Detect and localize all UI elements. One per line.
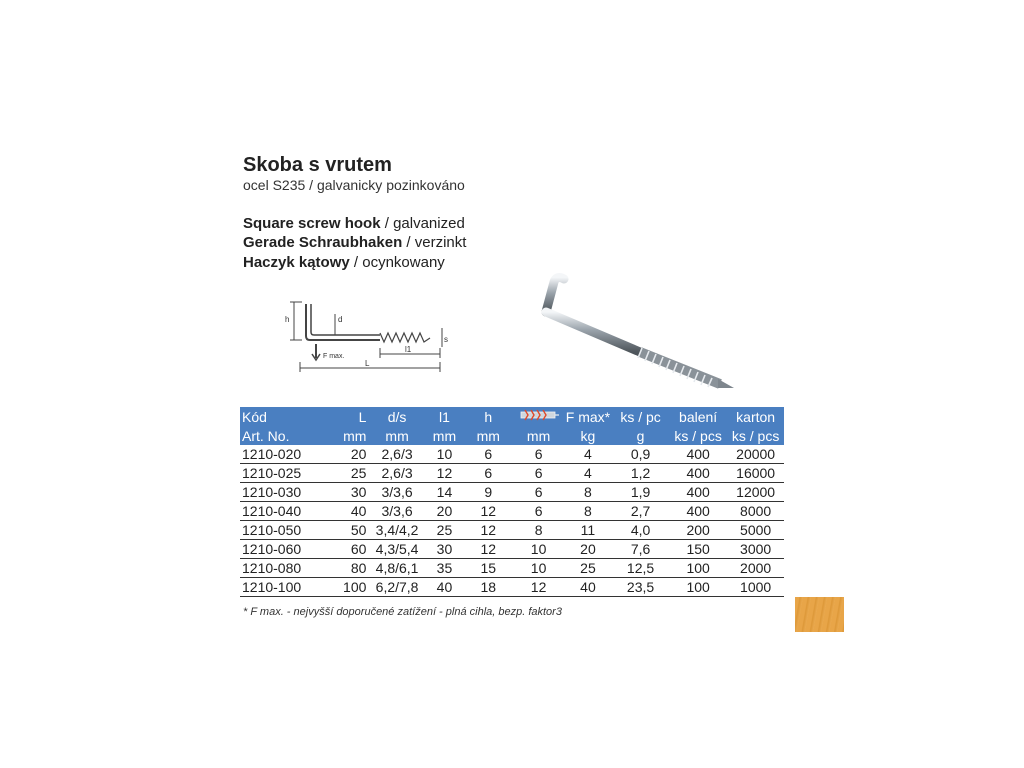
table-row [240,445,784,464]
name-polish [243,254,445,271]
cell-carton: 1000 [727,578,784,597]
dim-label-l1: l1 [405,345,412,354]
cell-code: 1210-040 [240,502,325,521]
cell-carton: 2000 [727,559,784,578]
cell-fmax: 4 [564,464,612,483]
col-header-ds: d/s [368,407,425,426]
table-row [240,559,784,578]
cell-carton: 20000 [727,445,784,464]
cell-h: 15 [463,559,513,578]
cell-dowel: 6 [513,445,563,464]
name-english-bold: Square screw hook [243,215,381,232]
cell-package: 400 [669,445,727,464]
cell-carton: 16000 [727,464,784,483]
cell-package: 100 [669,578,727,597]
cell-weight: 12,5 [612,559,669,578]
cell-l1: 35 [426,559,463,578]
cell-dowel: 10 [513,540,563,559]
cell-fmax: 8 [564,483,612,502]
cell-code: 1210-080 [240,559,325,578]
dowel-icon [519,408,559,422]
cell-L: 30 [325,483,369,502]
col-unit-L: mm [325,426,369,445]
cell-code: 1210-030 [240,483,325,502]
cell-h: 6 [463,464,513,483]
cell-weight: 1,2 [612,464,669,483]
cell-code: 1210-100 [240,578,325,597]
cell-h: 6 [463,445,513,464]
col-header-fmax: F max* [565,408,611,425]
name-english-rest: / galvanized [380,215,465,232]
table-row [240,521,784,540]
col-unit-carton: ks / pcs [727,426,784,445]
dim-label-L: L [365,359,370,368]
cell-fmax: 40 [564,578,612,597]
table-row [240,578,784,597]
table-row [240,540,784,559]
cell-l1: 30 [426,540,463,559]
col-unit-ds: mm [368,426,425,445]
cell-dowel: 6 [513,483,563,502]
cell-weight: 1,9 [612,483,669,502]
cell-dowel: 6 [513,502,563,521]
cell-package: 150 [669,540,727,559]
name-polish-bold: Haczyk kątowy [243,254,350,271]
table-row [240,502,784,521]
cell-ds: 3/3,6 [368,483,425,502]
cell-package: 400 [669,464,727,483]
col-header-h: h [463,407,513,426]
cell-dowel: 8 [513,521,563,540]
product-title: Skoba s vrutem [243,154,392,176]
cell-dowel: 12 [513,578,563,597]
col-header-carton: karton [727,407,784,426]
dim-label-h: h [285,315,290,324]
cell-fmax: 25 [564,559,612,578]
cell-weight: 7,6 [612,540,669,559]
name-english [243,215,465,232]
cell-fmax: 11 [564,521,612,540]
col-unit-h: mm [463,426,513,445]
cell-fmax: 4 [564,445,612,464]
cell-weight: 4,0 [612,521,669,540]
cell-L: 40 [325,502,369,521]
dim-label-fmax: F max. [323,353,345,360]
cell-l1: 20 [426,502,463,521]
col-header-L: L [325,407,369,426]
cell-h: 18 [463,578,513,597]
cell-carton: 8000 [727,502,784,521]
col-header-weight: ks / pc [612,407,669,426]
cell-ds: 2,6/3 [368,464,425,483]
col-unit-code: Art. No. [240,426,325,445]
cell-code: 1210-025 [240,464,325,483]
table-row [240,483,784,502]
table-units-row [240,426,784,445]
technical-drawing [280,292,450,377]
cell-package: 400 [669,502,727,521]
col-header-l1: l1 [426,407,463,426]
cell-carton: 3000 [727,540,784,559]
name-german-bold: Gerade Schraubhaken [243,234,403,251]
footnote: * F max. - nejvyšší doporučené zatížení - plná cihla, bezp. faktor3 [243,606,562,618]
cell-ds: 4,3/5,4 [368,540,425,559]
col-unit-fmax: kg [564,426,612,445]
col-unit-weight: g [612,426,669,445]
cell-code: 1210-020 [240,445,325,464]
cell-carton: 5000 [727,521,784,540]
cell-L: 25 [325,464,369,483]
cell-L: 60 [325,540,369,559]
table-body [240,445,784,597]
cell-h: 12 [463,521,513,540]
cell-package: 100 [669,559,727,578]
cell-h: 12 [463,502,513,521]
cell-L: 20 [325,445,369,464]
cell-code: 1210-060 [240,540,325,559]
cell-l1: 12 [426,464,463,483]
dim-label-d: d [338,315,343,324]
cell-ds: 4,8/6,1 [368,559,425,578]
cell-l1: 40 [426,578,463,597]
col-unit-l1: mm [426,426,463,445]
product-photo [520,268,750,398]
cell-L: 50 [325,521,369,540]
cell-weight: 2,7 [612,502,669,521]
wood-material-swatch [795,597,844,632]
dim-label-s: s [444,335,448,344]
col-unit-package: ks / pcs [669,426,727,445]
cell-fmax: 8 [564,502,612,521]
product-subtitle: ocel S235 / galvanicky pozinkováno [243,177,465,193]
product-table [240,407,784,597]
cell-l1: 14 [426,483,463,502]
cell-L: 100 [325,578,369,597]
col-header-code: Kód [240,407,325,426]
cell-L: 80 [325,559,369,578]
cell-weight: 0,9 [612,445,669,464]
table-row [240,464,784,483]
cell-h: 9 [463,483,513,502]
name-polish-rest: / ocynkowany [349,254,445,271]
cell-dowel: 10 [513,559,563,578]
col-unit-dowel: mm [513,426,563,445]
table-header-row [240,407,784,426]
cell-ds: 2,6/3 [368,445,425,464]
cell-fmax: 20 [564,540,612,559]
cell-ds: 6,2/7,8 [368,578,425,597]
cell-ds: 3/3,6 [368,502,425,521]
col-header-dowel [513,407,563,426]
cell-package: 200 [669,521,727,540]
cell-h: 12 [463,540,513,559]
name-german [243,234,466,251]
cell-package: 400 [669,483,727,502]
cell-dowel: 6 [513,464,563,483]
col-header-package: balení [669,407,727,426]
cell-weight: 23,5 [612,578,669,597]
cell-l1: 25 [426,521,463,540]
cell-carton: 12000 [727,483,784,502]
cell-ds: 3,4/4,2 [368,521,425,540]
cell-code: 1210-050 [240,521,325,540]
name-german-rest: / verzinkt [402,234,467,251]
cell-l1: 10 [426,445,463,464]
